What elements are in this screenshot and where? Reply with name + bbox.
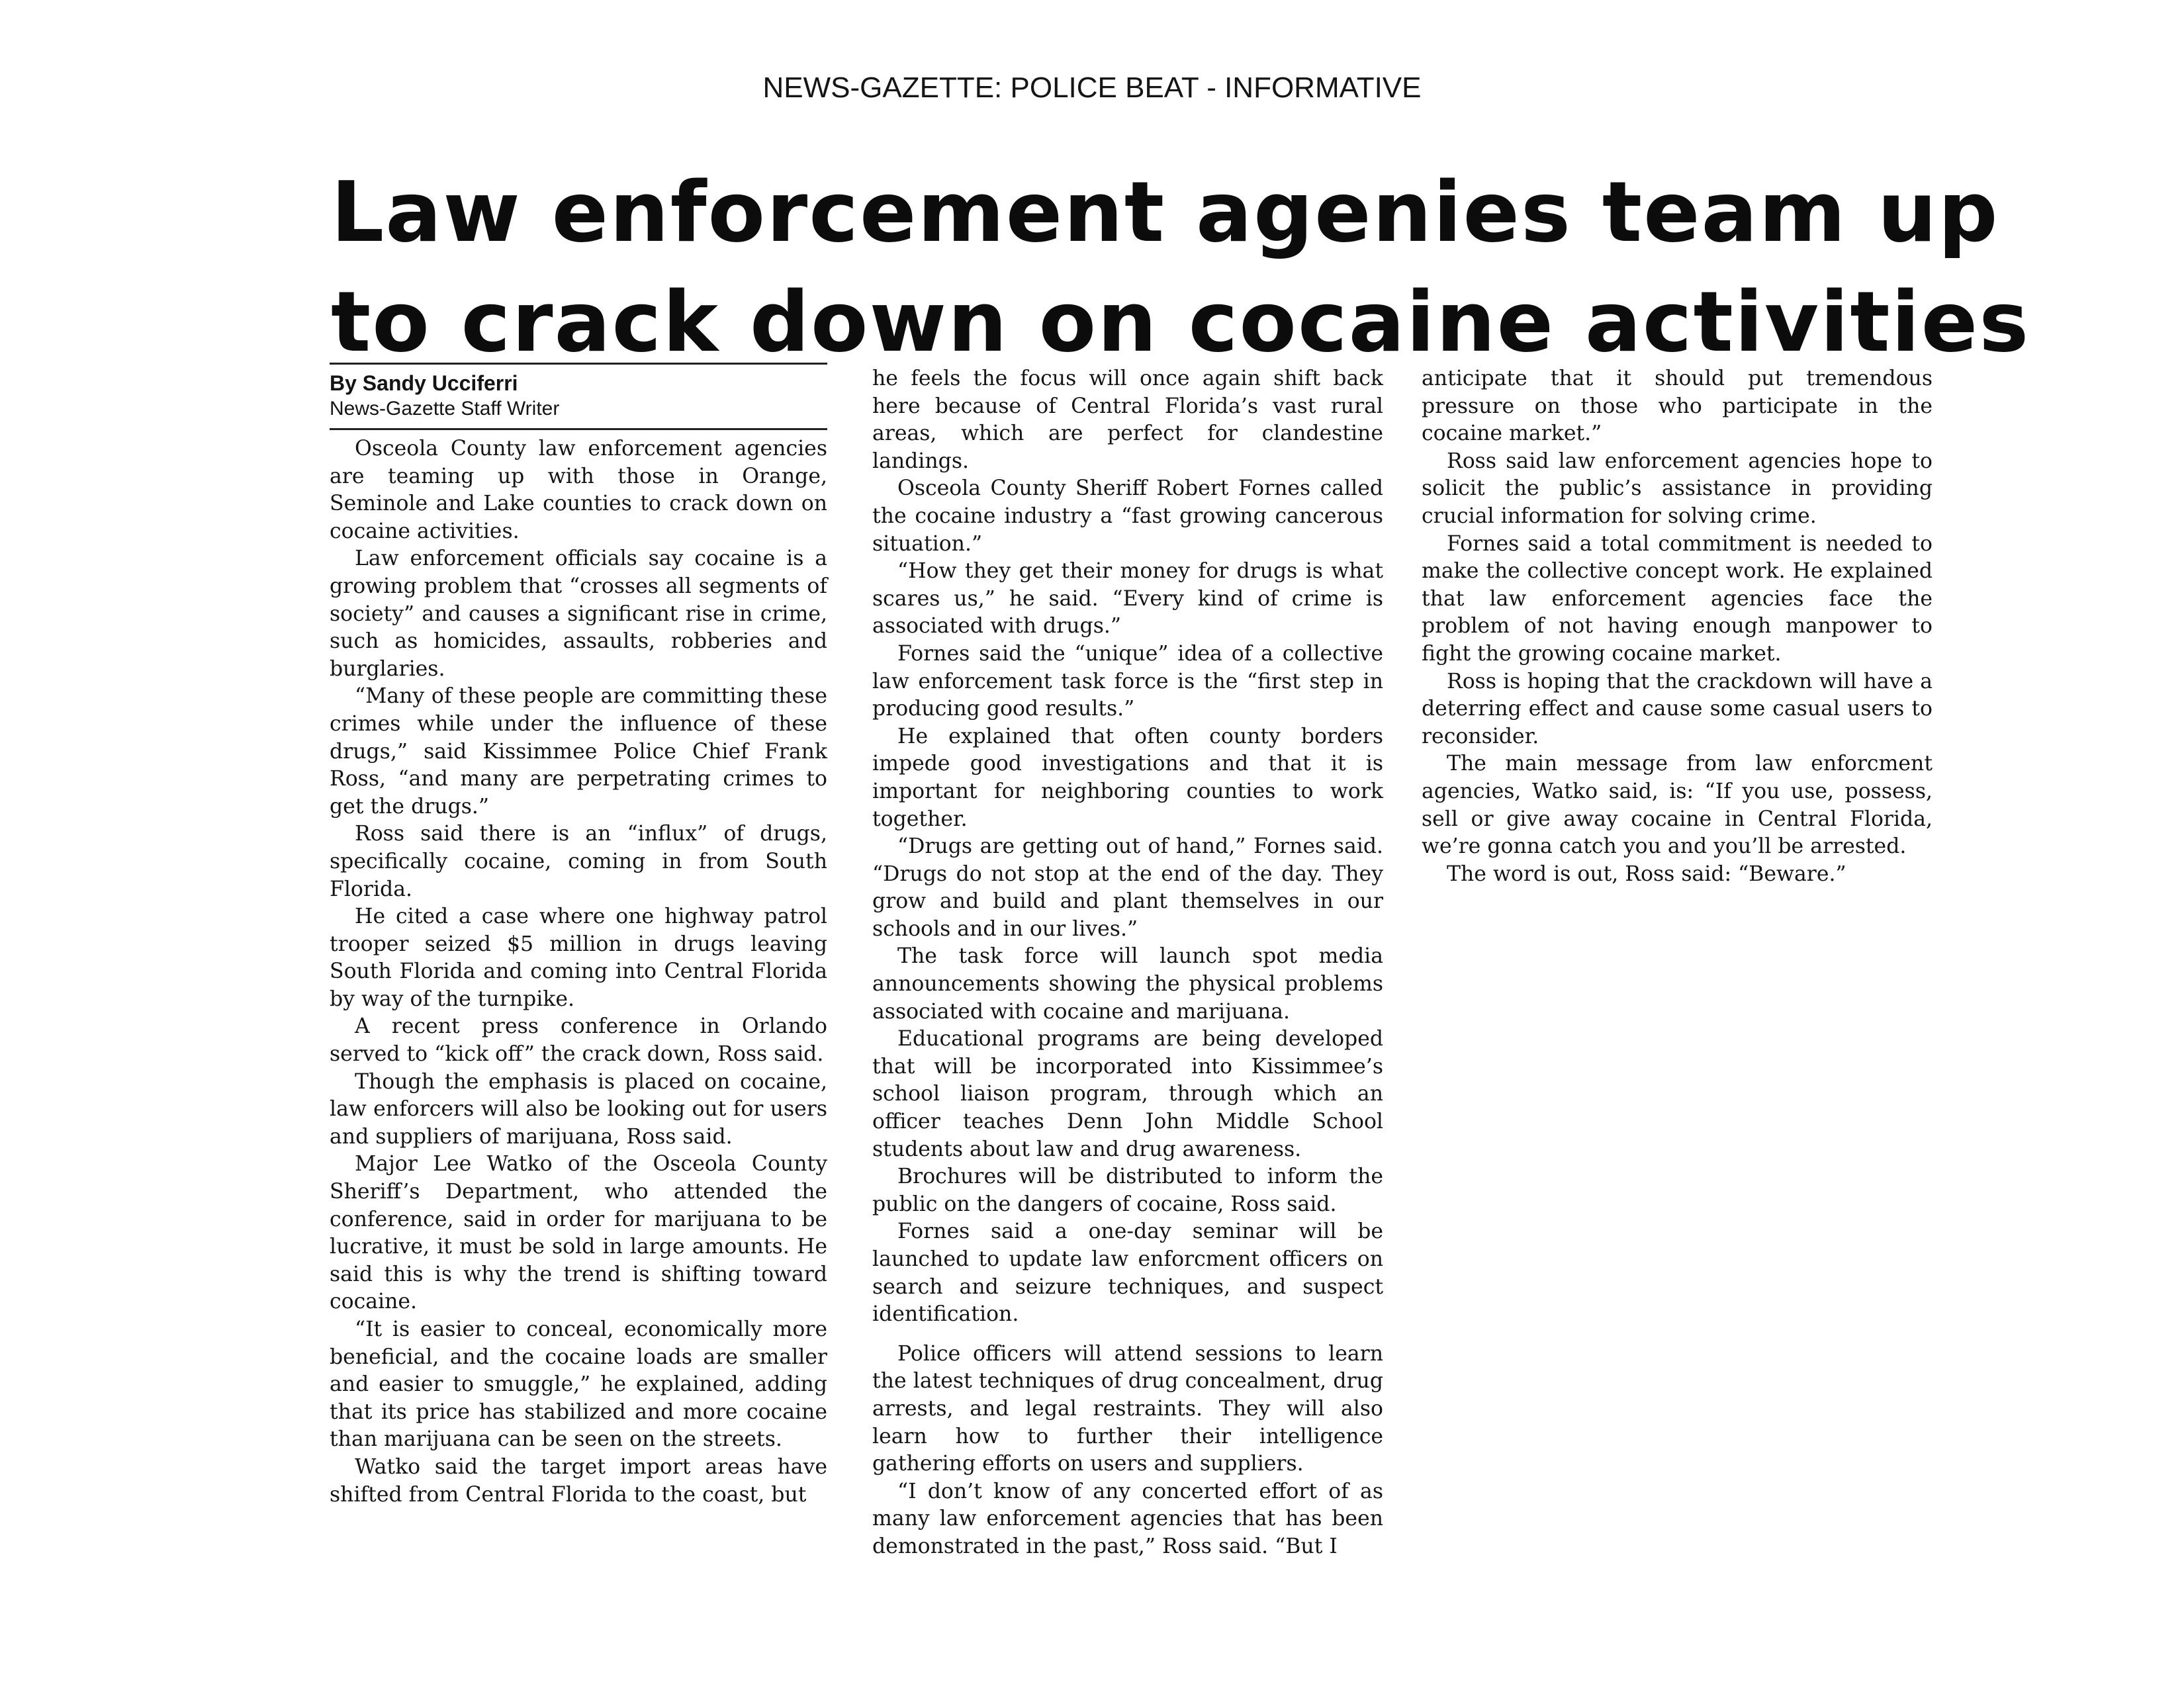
paragraph: Watko said the target import areas have shifted from Central Florida to the coast, but: [330, 1454, 827, 1507]
paragraph: The task force will launch spot media announcements showing the physical problems associated with cocaine and marijuana.: [872, 944, 1383, 1024]
paragraph: “Drugs are getting out of hand,” Fornes said. “Drugs do not stop at the end of the day. They grow and build and plant themselves in our schools and in our lives.”: [872, 834, 1383, 941]
paragraph: Brochures will be distributed to inform the public on the dangers of cocaine, Ross said.: [872, 1165, 1383, 1216]
paragraph: He cited a case where one highway patrol trooper seized $5 million in drugs leaving South Florida and coming into Central Florida by way of the turnpike.: [330, 905, 827, 1011]
byline-title: News-Gazette Staff Writer: [330, 398, 560, 420]
paragraph: Ross said there is an “influx” of drugs, specifically cocaine, coming in from South Florida.: [330, 822, 827, 901]
paragraph: Fornes said a total commitment is needed to make the collective concept work. He explained that law enforcement agencies face the problem of not having enough manpower to fight the growing cocaine market.: [1422, 531, 1933, 666]
paragraph: Fornes said a one-day seminar will be launched to update law enforcment officers on search and seizure techniques, and suspect identification.: [872, 1220, 1383, 1327]
paragraph: Ross is hoping that the crackdown will have a deterring effect and cause some casual users to reconsider.: [1422, 669, 1933, 748]
article-column-2: [872, 365, 1383, 1561]
paragraph: Osceola County law enforcement agencies are teaming up with those in Orange, Seminole and Lake counties to crack down on cocaine activities.: [330, 437, 827, 543]
paragraph: he feels the focus will once again shift back here because of Central Florida’s vast rural areas, which are perfect for clandestine landings.: [872, 367, 1383, 473]
article-headline: [331, 157, 2030, 377]
headline-line-2: to crack down on cocaine activities: [331, 273, 2030, 371]
paragraph: Fornes said the “unique” idea of a collective law enforcement task force is the “first step in producing good results.”: [872, 641, 1383, 721]
paragraph: Police officers will attend sessions to learn the latest techniques of drug concealment, drug arrests, and legal restraints. They will also learn how to further their intelligence gathering efforts on users and suppliers.: [872, 1341, 1383, 1476]
paragraph: “It is easier to conceal, economically more beneficial, and the cocaine loads are smaller and easier to smuggle,” he explained, adding that its price has stabilized and more cocaine than marijuana can be seen on the streets.: [330, 1317, 827, 1452]
paragraph: A recent press conference in Orlando served to “kick off” the crack down, Ross said.: [330, 1014, 827, 1067]
paragraph: The main message from law enforcment agencies, Watko said, is: “If you use, possess, sell or give away cocaine in Central Florida, we’re gonna catch you and you’ll be arrested.: [1422, 752, 1933, 859]
byline: By Sandy Ucciferri: [330, 371, 518, 395]
paragraph: The word is out, Ross said: “Beware.”: [1447, 862, 1846, 886]
paragraph: He explained that often county borders impede good investigations and that it is important for neighboring counties to work together.: [872, 724, 1383, 831]
paragraph: “Many of these people are committing these crimes while under the influence of these drugs,” said Kissimmee Police Chief Frank Ross, “and many are perpetrating crimes to get the drugs.”: [330, 684, 827, 819]
byline-block: [330, 363, 827, 430]
paragraph: Law enforcement officials say cocaine is a growing problem that “crosses all segments of society” and causes a significant rise in crime, such as homicides, assaults, robberies and burglaries.: [330, 547, 827, 681]
paragraph: “How they get their money for drugs is what scares us,” he said. “Every kind of crime is associated with drugs.”: [872, 559, 1383, 639]
article-column-1: [330, 363, 827, 1509]
paragraph: Major Lee Watko of the Osceola County Sheriff’s Department, who attended the conference, said in order for marijuana to be lucrative, it must be sold in large amounts. He said this is why the trend is shifting toward cocaine.: [330, 1152, 827, 1314]
paragraph: Osceola County Sheriff Robert Fornes called the cocaine industry a “fast growing cancerous situation.”: [872, 476, 1383, 556]
paragraph: anticipate that it should put tremendous pressure on those who participate in the cocaine market.”: [1422, 367, 1933, 446]
paragraph: Educational programs are being developed that will be incorporated into Kissimmee’s school liaison program, through which an officer teaches Denn John Middle School students about law and drug awareness.: [872, 1027, 1383, 1161]
paragraph-gap: [872, 1329, 1383, 1341]
page-header: NEWS-GAZETTE: POLICE BEAT - INFORMATIVE: [762, 71, 1422, 104]
article-column-3: [1422, 365, 1933, 888]
paragraph: “I don’t know of any concerted effort of as many law enforcement agencies that has been demonstrated in the past,” Ross said. “But I: [872, 1479, 1383, 1558]
paragraph: Though the emphasis is placed on cocaine, law enforcers will also be looking out for users and suppliers of marijuana, Ross said.: [330, 1069, 827, 1149]
headline-line-1: Law enforcement agenies team up: [331, 163, 1999, 261]
paragraph: Ross said law enforcement agencies hope to solicit the public’s assistance in providing crucial information for solving crime.: [1422, 449, 1933, 528]
